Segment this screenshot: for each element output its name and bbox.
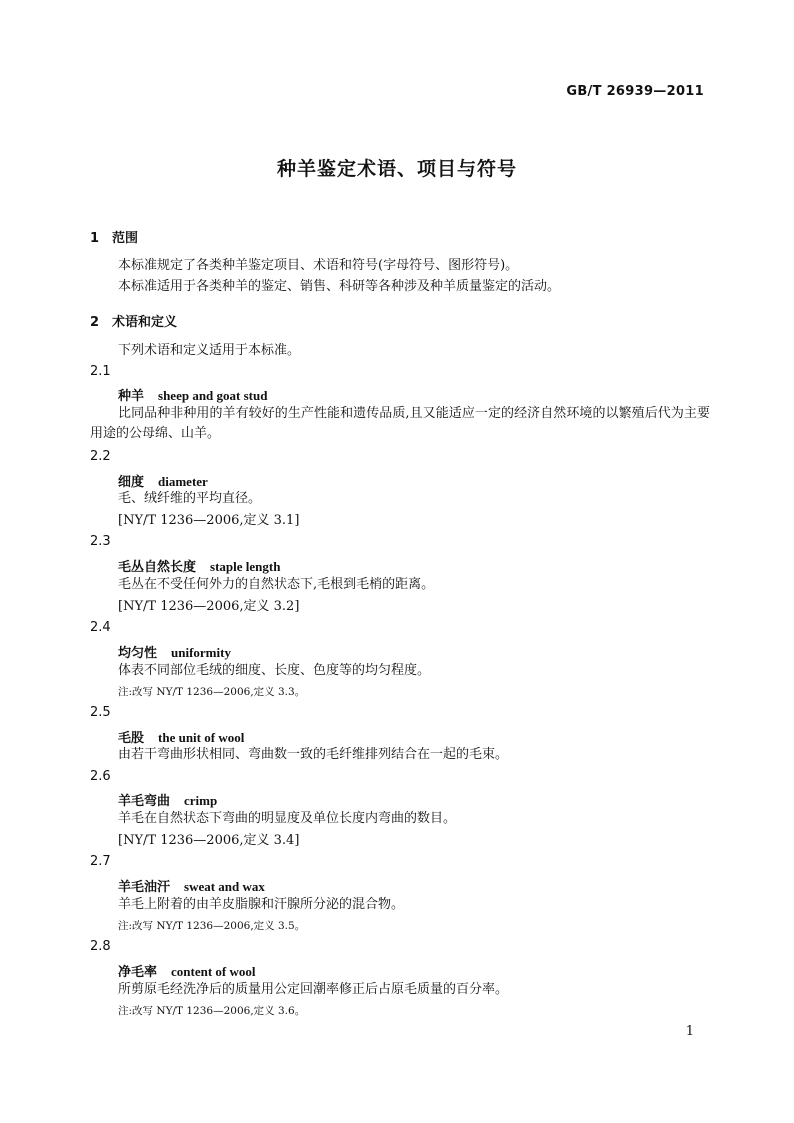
term-definition: 毛丛在不受任何外力的自然状态下,毛根到毛梢的距离。: [118, 577, 435, 592]
terms-intro: 下列术语和定义适用于本标准。: [118, 343, 301, 358]
section-title: 术语和定义: [112, 315, 178, 330]
term-heading: [118, 727, 244, 746]
term-zh: 毛丛自然长度: [118, 560, 197, 575]
term-en: diameter: [158, 474, 208, 489]
term-number: 2.4: [90, 620, 111, 635]
term-en: the unit of wool: [158, 730, 245, 745]
standard-number: GB/T 26939—2011: [566, 84, 704, 99]
term-number: 2.7: [90, 854, 111, 869]
term-en: uniformity: [171, 645, 231, 660]
term-definition: 体表不同部位毛绒的细度、长度、色度等的均匀程度。: [118, 663, 431, 678]
term-note: 注:改写 NY/T 1236—2006,定义 3.3。: [118, 686, 306, 698]
term-number: 2.6: [90, 769, 111, 784]
section-heading-scope: [90, 227, 138, 246]
term-zh: 羊毛油汗: [118, 880, 171, 895]
term-heading: [118, 385, 267, 404]
term-number: 2.8: [90, 939, 111, 954]
term-zh: 种羊: [118, 389, 145, 404]
term-definition: 所剪原毛经洗净后的质量用公定回潮率修正后占原毛质量的百分率。: [118, 982, 509, 997]
section-number: 1: [90, 231, 100, 246]
term-note: 注:改写 NY/T 1236—2006,定义 3.5。: [118, 920, 306, 932]
term-en: content of wool: [171, 964, 256, 979]
term-number: 2.2: [90, 449, 111, 464]
page-number: 1: [685, 1024, 694, 1039]
term-zh: 毛股: [118, 731, 145, 746]
term-reference: [NY/T 1236—2006,定义 3.1]: [118, 513, 300, 528]
scope-paragraph-1: 本标准规定了各类种羊鉴定项目、术语和符号(字母符号、图形符号)。: [118, 258, 519, 273]
term-heading: [118, 556, 280, 575]
term-zh: 均匀性: [118, 646, 158, 661]
scope-paragraph-2: 本标准适用于各类种羊的鉴定、销售、科研等各种涉及种羊质量鉴定的活动。: [118, 279, 561, 294]
term-definition: 由若干弯曲形状相同、弯曲数一致的毛纤维排列结合在一起的毛束。: [118, 747, 509, 762]
term-zh: 净毛率: [118, 965, 158, 980]
term-definition: 羊毛上附着的由羊皮脂腺和汗腺所分泌的混合物。: [118, 897, 405, 912]
term-en: sweat and wax: [184, 879, 265, 894]
term-number: 2.5: [90, 705, 111, 720]
term-en: staple length: [210, 559, 281, 574]
term-heading: [118, 790, 217, 809]
term-heading: [118, 876, 265, 895]
term-number: 2.3: [90, 534, 111, 549]
term-heading: [118, 961, 256, 980]
term-definition: 毛、绒纤维的平均直径。: [118, 491, 262, 506]
term-note: 注:改写 NY/T 1236—2006,定义 3.6。: [118, 1005, 306, 1017]
term-reference: [NY/T 1236—2006,定义 3.4]: [118, 833, 300, 848]
section-heading-terms: [90, 311, 177, 330]
term-en: sheep and goat stud: [158, 388, 268, 403]
term-zh: 细度: [118, 475, 145, 490]
term-number: 2.1: [90, 364, 111, 379]
term-zh: 羊毛弯曲: [118, 794, 171, 809]
document-title: 种羊鉴定术语、项目与符号: [276, 158, 517, 180]
term-reference: [NY/T 1236—2006,定义 3.2]: [118, 599, 300, 614]
term-definition: 比同品种非种用的羊有较好的生产性能和遗传品质,且又能适应一定的经济自然环境的以繁殖后代为主要用途的公母绵、山羊。: [90, 406, 710, 441]
term-heading: [118, 471, 208, 490]
section-number: 2: [90, 315, 100, 330]
term-heading: [118, 642, 231, 661]
section-title: 范围: [112, 231, 139, 246]
term-definition: 羊毛在自然状态下弯曲的明显度及单位长度内弯曲的数目。: [118, 811, 457, 826]
term-en: crimp: [184, 793, 218, 808]
